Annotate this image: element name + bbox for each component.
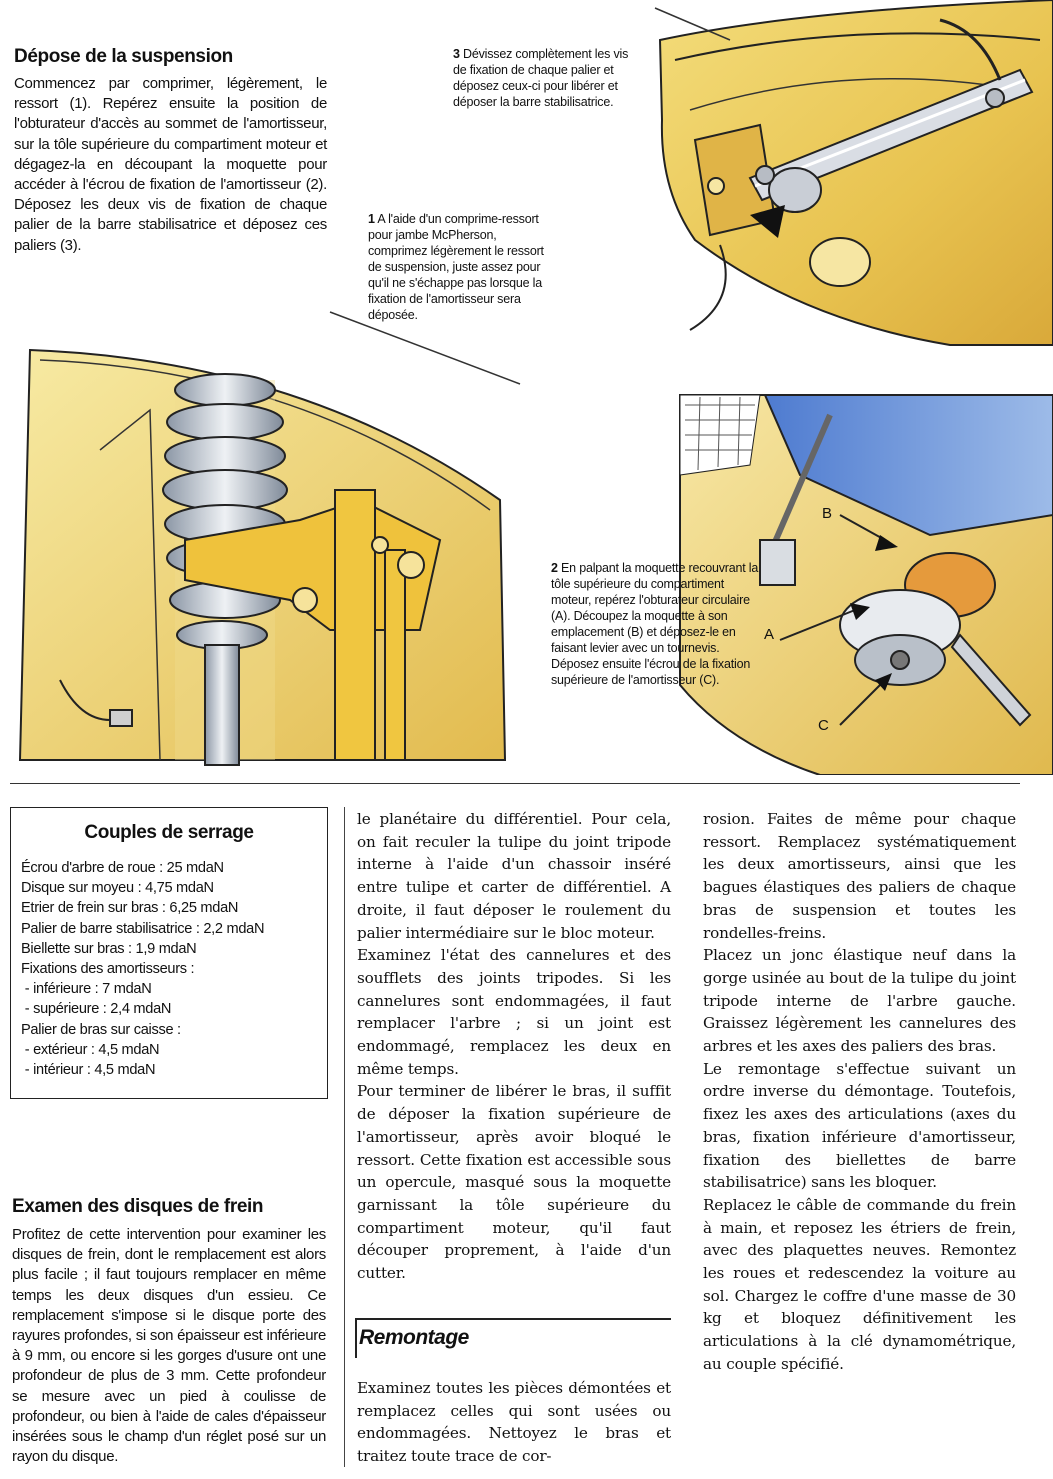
torque-title: Couples de serrage [84,822,254,843]
torque-line: Biellette sur bras : 1,9 mdaN [21,940,197,957]
caption-1: 1 A l'aide d'un comprime-ressort pour jambe McPherson, comprimez légèrement le ressort de suspension, juste assez pour qu'il ne s'échappe pas lorsque la fixation de l'amortisseur sera déposée. [368,212,544,322]
suspension-body: Commencez par comprimer, légèrement, le ressort (1). Repérez ensuite la position de l'obturateur d'accès au sommet de l'amortisseur, sur la tôle supérieure du compartiment moteur et dégagez-la en découpant la moquette pour accéder à l'écrou de fixation de l'amortisseur (2). Déposez les deux vis de fixation de chaque palier de la barre stabilisatrice et déposez ces paliers (3). [14,75,327,254]
torque-line: Etrier de frein sur bras : 6,25 mdaN [21,900,239,917]
torque-line: - inférieure : 7 mdaN [21,981,152,998]
torque-line: Fixations des amortisseurs : [21,961,195,978]
right-column [703,808,1016,1376]
torque-line: - supérieure : 2,4 mdaN [21,1001,172,1018]
middle-paragraph: le planétaire du différentiel. Pour cela, on fait reculer la tulipe du joint tripode interne à l'aide d'un chassoir inséré entre tulipe et carter de différentiel. A droite, il faut déposer le roulement du palier intermédiaire sur le bloc moteur. [357,810,671,942]
callout-a: A [764,626,775,643]
section-title-suspension: Dépose de la suspension [14,46,233,67]
torque-line: Écrou d'arbre de roue : 25 mdaN [21,860,224,876]
remontage-side-rule [355,1318,357,1358]
torque-line: - intérieur : 4,5 mdaN [21,1062,156,1079]
torque-line: Palier de bras sur caisse : [21,1021,181,1038]
callout-c: C [818,717,829,734]
remontage-top-rule [355,1318,671,1320]
middle-column [357,808,671,1285]
torque-line: Palier de barre stabilisatrice : 2,2 mdaN [21,920,265,937]
middle-paragraph: Examinez l'état des cannelures et des soufflets des joints tripodes. Si les cannelures sont endommagées, il faut remplacer l'arbre ; si un joint est endommagé, remplacez les deux en même temps. [357,946,671,1078]
right-paragraph: rosion. Faites de même pour chaque ressort. Remplacez systématiquement les deux amortisseurs, ainsi que les bagues élastiques des paliers de chaque bras de suspension et toutes les rondelles-freins. [703,810,1016,942]
column-divider-middle [344,807,345,1467]
remontage-body: Examinez toutes les pièces démontées et remplacez celles qui sont usées ou endommagées. Nettoyez le bras et traitez toute trace de cor- [357,1379,671,1466]
brakes-body: Profitez de cette intervention pour examiner les disques de frein, dont le remplacement est alors plus facile ; il faut toujours remplacer en même temps les deux disques d'un essieu. Ce remplacement s'impose si le disque porte des rayures profondes, si son épaisseur est inférieure à 9 mm, ou encore si les gorges d'usure ont une profondeur de plus de 3 mm. Cette profondeur se mesure avec un pied à coulisse de profondeur, ou bien à l'aide de cales d'épaisseur insérées sous le champ d'un réglet posé sur un rayon du disque. [12,1226,326,1466]
right-paragraph: Replacez le câble de commande du frein à main, et reposez les étriers de frein, avec des plaquettes neuves. Remontez les roues et redescendez la voiture au sol. Chargez le coffre d'une masse de 30 kg et bloquez définitivement les articulations à la clé dynamométrique, au couple spécifié. [703,1195,1016,1373]
torque-line: Disque sur moyeu : 4,75 mdaN [21,880,214,897]
right-paragraph: Le remontage s'effectue suivant un ordre inverse du démontage. Toutefois, fixez les axes des articulations (axes du bras, fixation inférieure d'amortisseur, fixation des biellettes de barre stabilisatrice) sans les bloquer. [703,1059,1016,1192]
section-title-brakes: Examen des disques de frein [12,1196,264,1217]
callout-b: B [822,505,833,522]
middle-paragraph: Pour terminer de libérer le bras, il suffit de déposer la fixation supérieure de l'amortisseur, après avoir bloqué le ressort. Cette fixation est accessible sous un opercule, masqué sous la moquette garnissant la tôle supérieure du compartiment moteur, qu'il faut découper proprement, à l'aide d'un cutter. [357,1082,671,1283]
torque-line: - extérieur : 4,5 mdaN [21,1041,160,1058]
remontage-title: Remontage [359,1326,469,1349]
caption-3: 3 Dévissez complètement les vis de fixation de chaque palier et déposez ceux-ci pour libérer et déposer la barre stabilisatrice. [453,47,629,109]
caption-2: 2 En palpant la moquette recouvrant la tôle supérieure du compartiment moteur, repérez l'obturateur circulaire (A). Découpez la moquette à son emplacement (B) et déposez-le en faisant levier avec un tournevis. Déposez ensuite l'écrou de la fixation supérieure de l'amortisseur (C). [551,561,759,687]
section-divider [10,783,1020,784]
right-paragraph: Placez un jonc élastique neuf dans la gorge usinée au bout de la tulipe du joint tripode interne de l'arbre gauche. Graissez légèrement les cannelures des arbres et les axes des paliers des bras. [703,946,1016,1056]
torque-box [10,807,328,1099]
